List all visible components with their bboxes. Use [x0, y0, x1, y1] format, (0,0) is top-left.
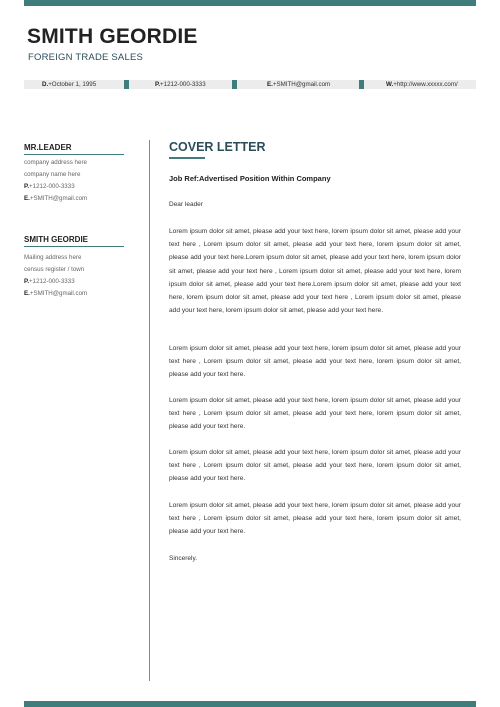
contact-date: D.+October 1, 1995: [42, 81, 97, 88]
sender-title: SMITH GEORDIE: [24, 235, 89, 244]
contact-separator: [124, 80, 129, 89]
cover-letter-rule: [169, 157, 205, 159]
sender-address: Mailing address here: [24, 254, 82, 261]
contact-website[interactable]: W.+http://www.xxxxx.com/: [386, 81, 458, 88]
letter-paragraph: Lorem ipsum dolor sit amet, please add your text here, lorem ipsum dolor sit amet, please add your text here , Lorem ipsum dolor sit amet, please add your text here, lorem ipsum dolor sit amet, please add your text here.: [169, 397, 461, 431]
contact-strip: [24, 80, 476, 89]
letter-paragraph: Lorem ipsum dolor sit amet, please add your text here, lorem ipsum dolor sit amet, please add your text here , Lorem ipsum dolor sit amet, please add your text here, lorem ipsum dolor sit amet, please add your text here.Lorem ipsum dolor sit amet, please add your text here, lorem ipsum dolor sit amet, please add your text here , Lorem ipsum dolor sit amet, please add your text here, lorem ipsum dolor sit amet, please add your text here.Lorem ipsum dolor sit amet, please add your text here, lorem ipsum dolor sit amet, please add your text here , Lorem ipsum dolor sit amet, please add your text here, lorem ipsum dolor sit amet, please add your text here.: [169, 228, 461, 315]
column-divider: [149, 140, 150, 681]
sender-rule: [24, 246, 124, 247]
cover-letter-title: COVER LETTER: [169, 140, 266, 154]
sender-phone: P.+1212-000-3333: [24, 278, 75, 285]
greeting: Dear leader: [169, 201, 203, 208]
sender-email[interactable]: E.+SMITH@gmail.com: [24, 290, 88, 297]
recipient-company: company name here: [24, 171, 81, 178]
letter-paragraph: Lorem ipsum dolor sit amet, please add your text here, lorem ipsum dolor sit amet, please add your text here , Lorem ipsum dolor sit amet, please add your text here, lorem ipsum dolor sit amet, please add your text here.: [169, 502, 461, 536]
letter-paragraph: Lorem ipsum dolor sit amet, please add your text here, lorem ipsum dolor sit amet, please add your text here , Lorem ipsum dolor sit amet, please add your text here, lorem ipsum dolor sit amet, please add your text here.: [169, 449, 461, 483]
recipient-rule: [24, 154, 124, 155]
job-reference: Job Ref:Advertised Position Within Company: [169, 174, 331, 183]
top-accent-bar: [24, 0, 476, 6]
bottom-accent-bar: [24, 701, 476, 707]
contact-email[interactable]: E.+SMITH@gmail.com: [267, 81, 331, 88]
letter-paragraph: Lorem ipsum dolor sit amet, please add your text here, lorem ipsum dolor sit amet, please add your text here , Lorem ipsum dolor sit amet, please add your text here, lorem ipsum dolor sit amet, please add your text here.: [169, 345, 461, 379]
recipient-address: company address here: [24, 159, 87, 166]
resume-subtitle: FOREIGN TRADE SALES: [28, 52, 144, 63]
contact-phone: P.+1212-000-3333: [155, 81, 206, 88]
contact-separator: [232, 80, 237, 89]
recipient-email[interactable]: E.+SMITH@gmail.com: [24, 195, 88, 202]
resume-name: SMITH GEORDIE: [27, 25, 198, 48]
recipient-phone: P.+1212-000-3333: [24, 183, 75, 190]
sender-town: census register / town: [24, 266, 85, 273]
closing: Sincerely.: [169, 555, 198, 562]
contact-separator: [359, 80, 364, 89]
recipient-title: MR.LEADER: [24, 143, 72, 152]
